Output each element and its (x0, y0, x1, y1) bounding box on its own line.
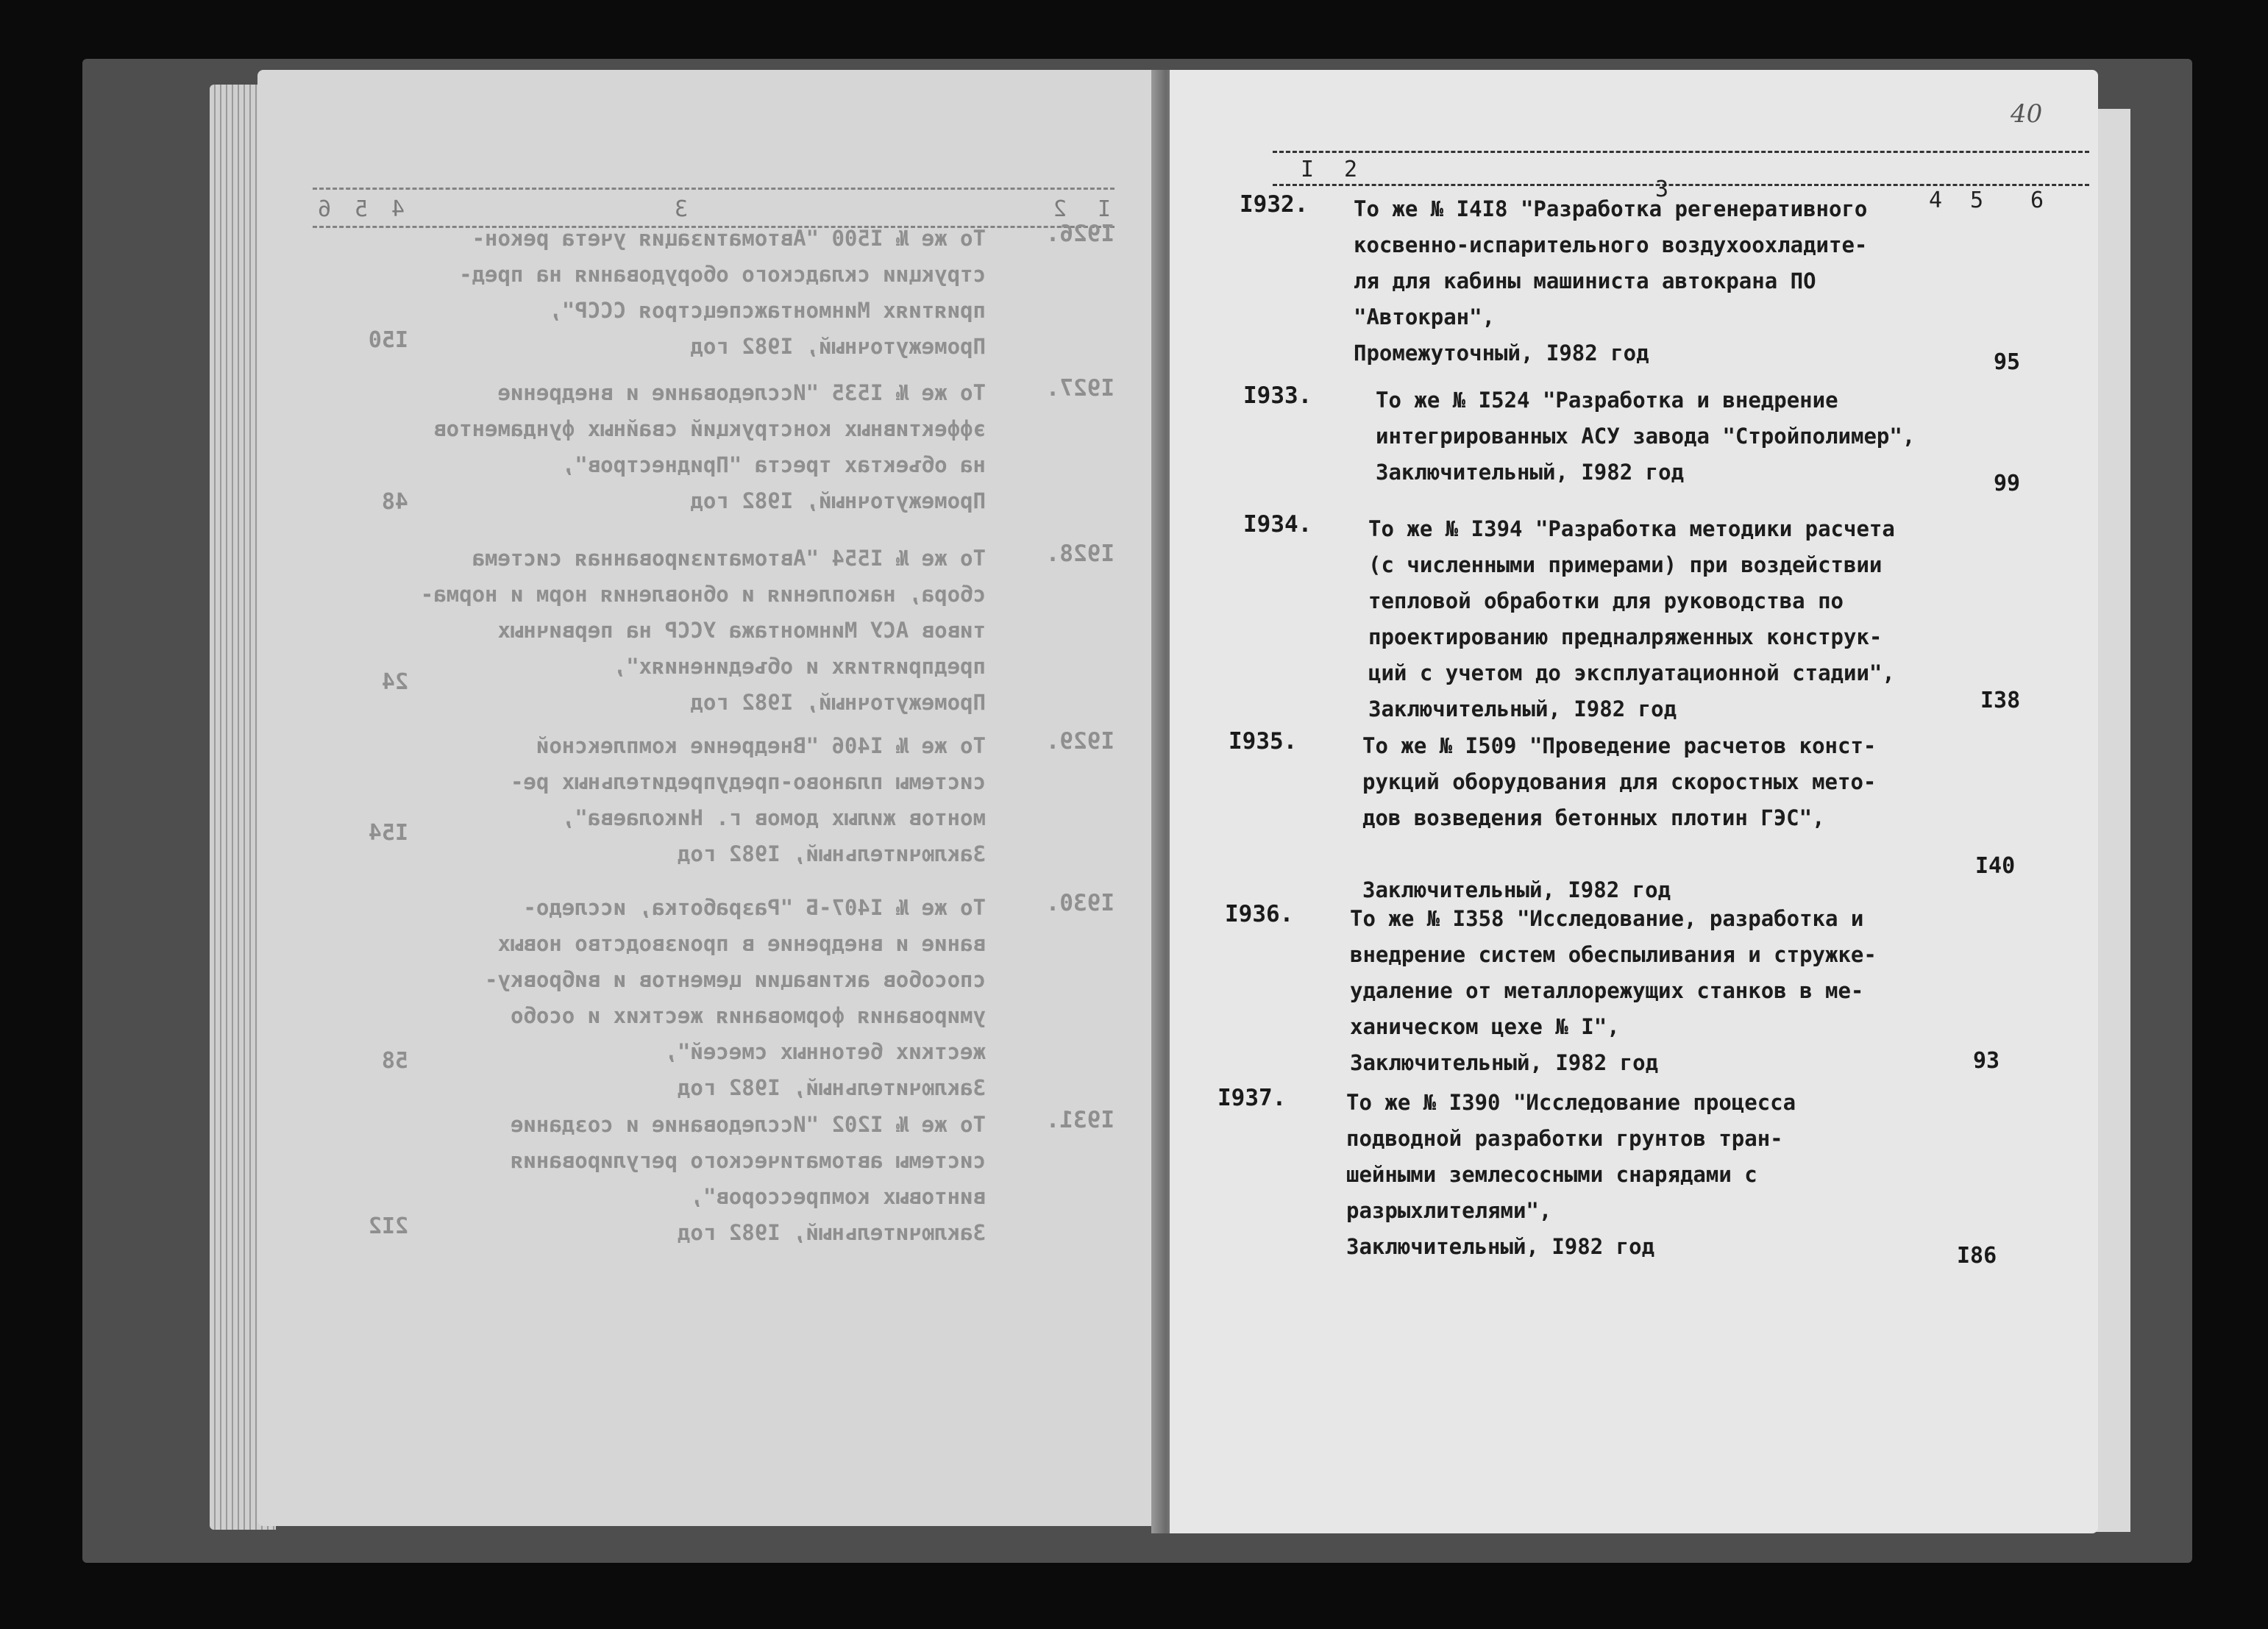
entry-line: Промежуточный, I982 год (690, 690, 986, 715)
entry-line: То же № I358 "Исследование, разработка и (1350, 906, 1864, 931)
entry-page-count: I50 (368, 327, 408, 353)
entry-number: I935. (1229, 728, 1298, 755)
entry-line: сбора, накопления и обновления норм и норма- (420, 582, 986, 607)
entry-page-count: 24 (381, 669, 408, 695)
entry-number: I928. (1045, 541, 1115, 567)
entry-page-count: 95 (1994, 349, 2021, 375)
entry-description (433, 375, 986, 519)
entry-line: Заключительный, I982 год (677, 1075, 986, 1100)
header-col6: 6 (317, 196, 331, 222)
entry-line: предприятиях и объединениях", (613, 654, 986, 679)
entry-page-count: 2I2 (368, 1213, 408, 1239)
entry-line: То же № I554 "Автоматизированная система (472, 546, 986, 571)
entry-description (421, 541, 986, 721)
header-col1: I (1097, 196, 1111, 222)
right-page (1170, 70, 2098, 1533)
entry-line: То же № I535 "Исследование и внедрение (497, 380, 986, 405)
entry-description (511, 1107, 986, 1251)
header-col1: I (1301, 157, 1315, 182)
entry-line: То же № I202 "Исследование и создание (510, 1112, 986, 1137)
entry-page-count: 93 (1973, 1048, 2000, 1074)
entry-line (1362, 836, 1876, 872)
entry-line: То же № I406 "Внедрение комплексной (536, 733, 986, 758)
header-rule-lower (1273, 184, 2089, 186)
header-col3: 3 (674, 196, 688, 222)
entry-line: проектированию предналряженных конструк- (1368, 624, 1883, 649)
entry-line: приятиях Минмонтажспецстроя СССР", (549, 298, 986, 323)
entry-line: Заключительный, I982 год (1368, 696, 1677, 721)
entry-line: Заключительный, I982 год (1350, 1050, 1659, 1075)
entry-line: То же № I394 "Разработка методики расчета (1368, 516, 1895, 541)
entry-line: тивов АСУ Минмонтажа УССР на первичных (497, 618, 986, 643)
entry-number: I937. (1217, 1085, 1287, 1111)
entry-line: ций с учетом до эксплуатационной стадии", (1368, 660, 1895, 685)
header-col2: 2 (1344, 157, 1358, 182)
header-rule (313, 188, 1115, 190)
header-col5: 5 (1970, 188, 1984, 213)
entry-line: Заключительный, I982 год (677, 1220, 986, 1245)
entry-line: То же № I407-Б "Разработка, исследо- (523, 895, 986, 920)
entry-line: Заключительный, I982 год (1362, 877, 1671, 902)
entry-line: ханическом цехе № I", (1350, 1014, 1620, 1039)
entry-line: дов возведения бетонных плотин ГЭС", (1362, 805, 1825, 830)
page-folio-number: 40 (2011, 99, 2043, 129)
entry-line: жестких бетонных смесей", (664, 1039, 986, 1064)
entry-line: Промежуточный, I982 год (690, 488, 986, 513)
entry-page-count: I38 (1980, 688, 2021, 713)
entry-page-count: 48 (381, 489, 408, 515)
header-col3: 3 (1655, 177, 1669, 202)
entry-line: винтовых компрессоров", (690, 1184, 986, 1209)
entry-description (485, 890, 986, 1106)
header-col2: 2 (1053, 196, 1067, 222)
entry-line: "Автокран", (1354, 304, 1496, 329)
entry-description (1354, 191, 1867, 371)
entry-number: I927. (1045, 375, 1115, 402)
entry-line: разрыхлителями", (1346, 1198, 1552, 1223)
entry-description (1362, 728, 1876, 908)
entry-line: струкции складского оборудования на пред- (459, 262, 986, 287)
entry-description (1368, 511, 1895, 727)
entry-line: умирования формования жестких и особо (510, 1003, 986, 1028)
entry-number: I933. (1243, 382, 1312, 409)
entry-line: подводной разработки грунтов тран- (1346, 1126, 1783, 1151)
entry-line: ля для кабины машиниста автокрана ПО (1354, 268, 1816, 293)
left-page (257, 70, 1159, 1526)
entry-line: интегрированных АСУ завода "Стройполимер", (1376, 424, 1916, 449)
entry-line: Заключительный, I982 год (677, 841, 986, 866)
entry-line: То же № I509 "Проведение расчетов конст- (1362, 733, 1877, 758)
entry-line: тепловой обработки для руководства по (1368, 588, 1844, 613)
entry-line: шейными землесосными снарядами с (1346, 1162, 1757, 1187)
entry-line: вание и внедрение в производство новых (497, 931, 986, 956)
entry-page-count: I54 (368, 820, 408, 846)
entry-line: То же № I500 "Автоматизация учета рекон- (472, 226, 986, 251)
entry-line: То же № I390 "Исследование процесса (1346, 1090, 1796, 1115)
header-col5: 5 (354, 196, 368, 222)
header-col4: 4 (391, 196, 405, 222)
entry-line: удаление от металлорежущих станков в ме- (1350, 978, 1864, 1003)
entry-description (1346, 1085, 1796, 1265)
entry-line: системы планово-предупредительных ре- (510, 769, 986, 794)
entry-line: внедрение систем обеспыливания и стружке- (1350, 942, 1877, 967)
entry-line: косвенно-испарительного воздухоохладите- (1354, 232, 1868, 257)
left-page-bleed-through (257, 70, 1159, 1526)
entry-page-count: 58 (381, 1048, 408, 1074)
entry-line: (с численными примерами) при воздействии (1368, 552, 1883, 577)
entry-number: I931. (1045, 1107, 1115, 1133)
entry-page-count: 99 (1994, 471, 2021, 496)
header-col6: 6 (2030, 188, 2044, 213)
entry-page-count: I86 (1957, 1243, 1997, 1269)
entry-number: I926. (1045, 221, 1115, 247)
entry-line: эффективных конструкций свайных фундаментов (433, 416, 986, 441)
entry-line: Заключительный, I982 год (1346, 1234, 1655, 1259)
entry-number: I930. (1045, 890, 1115, 916)
entry-line: То же № I524 "Разработка и внедрение (1376, 388, 1838, 413)
entry-line: способов активации цементов и вибровку- (485, 967, 986, 992)
header-rule (1273, 151, 2089, 153)
entry-line: Промежуточный, I982 год (690, 334, 986, 359)
entry-line: на объектах треста "Приднестров", (561, 452, 986, 477)
entry-line: рукций оборудования для скоростных мето- (1362, 769, 1877, 794)
entry-description (511, 728, 986, 872)
entry-line: То же № I4I8 "Разработка регенеративного (1354, 196, 1868, 221)
entry-line: монтов жилых домов г. Николаева", (561, 805, 986, 830)
entry-number: I932. (1240, 191, 1309, 218)
entry-number: I936. (1225, 901, 1294, 927)
entry-line: системы автоматического регулирования (510, 1148, 986, 1173)
entry-page-count: I40 (1975, 853, 2016, 879)
header-col4: 4 (1929, 188, 1943, 213)
entry-description (1350, 901, 1877, 1081)
entry-number: I929. (1045, 728, 1115, 755)
entry-description (459, 221, 986, 365)
entry-line: Заключительный, I982 год (1376, 460, 1685, 485)
entry-line: Промежуточный, I982 год (1354, 341, 1649, 366)
entry-description (1376, 382, 1915, 491)
entry-number: I934. (1243, 511, 1312, 538)
